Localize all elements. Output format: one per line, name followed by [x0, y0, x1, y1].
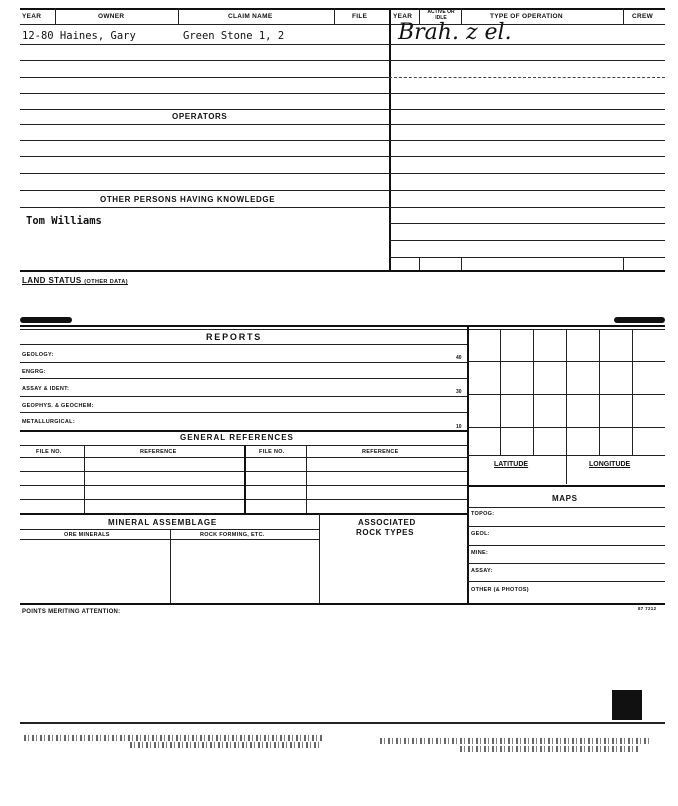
grid-line: [533, 329, 534, 455]
row-line: [389, 207, 665, 208]
row-line: [20, 513, 467, 515]
year2-header: YEAR: [393, 13, 413, 20]
cell-divider: [306, 445, 307, 513]
section-line: [20, 329, 665, 330]
row-line: [20, 60, 389, 61]
grid-line: [467, 485, 665, 487]
scan-noise: [130, 742, 320, 748]
other-persons-title: OTHER PERSONS HAVING KNOWLEDGE: [100, 195, 276, 204]
row-line: [467, 526, 665, 527]
grid-line: [467, 427, 665, 428]
cell-divider: [84, 445, 85, 513]
row-line: [389, 93, 665, 94]
maps-topog: TOPOG:: [471, 511, 495, 517]
operation-type-header: TYPE OF OPERATION: [490, 13, 563, 20]
row-line: [20, 190, 389, 191]
maps-title: MAPS: [552, 494, 578, 503]
ore-minerals-col: ORE MINERALS: [64, 532, 110, 538]
scan-noise: [460, 746, 640, 752]
row-line: [389, 190, 665, 191]
row-line: [389, 124, 665, 125]
form-code: 87 7212: [638, 606, 657, 611]
row-line: [389, 44, 665, 45]
mineral-assemblage-title: MINERAL ASSEMBLAGE: [108, 518, 218, 527]
report-assay: ASSAY & IDENT:: [22, 386, 70, 392]
associated-label: ASSOCIATED: [358, 518, 416, 527]
row-line: [20, 430, 467, 432]
grid-line: [467, 455, 665, 456]
rock-forming-col: ROCK FORMING, ETC.: [200, 532, 265, 538]
row-line: [20, 344, 467, 345]
row-line: [20, 156, 389, 157]
cell-divider: [170, 529, 171, 603]
row-line: [20, 44, 389, 45]
year-header: YEAR: [22, 13, 42, 20]
row-line: [389, 60, 665, 61]
row-line: [20, 173, 389, 174]
maps-mine: MINE:: [471, 550, 489, 556]
row-line: [389, 109, 665, 110]
grid-line: [467, 394, 665, 395]
owner-header: OWNER: [98, 13, 125, 20]
rock-types-label: ROCK TYPES: [356, 528, 415, 537]
grid-line: [500, 329, 501, 455]
bottom-border: [20, 722, 665, 724]
crew-header: CREW: [632, 13, 654, 20]
header-divider: [178, 8, 179, 24]
section-line: [20, 270, 665, 272]
cell-divider: [419, 257, 420, 270]
cell-divider: [244, 445, 246, 513]
section-divider: [467, 327, 469, 603]
scan-noise: [380, 738, 650, 744]
grid-line: [599, 329, 600, 455]
row-line: [467, 563, 665, 564]
header-divider: [55, 8, 56, 24]
report-number: 30: [456, 389, 462, 395]
owner-entry: 12-80 Haines, Gary: [22, 30, 136, 42]
scan-mark: [612, 690, 642, 720]
maps-assay: ASSAY:: [471, 568, 493, 574]
grid-line: [632, 329, 633, 455]
operators-title: OPERATORS: [172, 112, 228, 121]
row-line: [20, 207, 389, 208]
report-metallurgical: METALLURGICAL:: [22, 419, 75, 425]
general-references-title: GENERAL REFERENCES: [180, 433, 294, 442]
row-line: [20, 396, 467, 397]
report-geophys: GEOPHYS. & GEOCHEM:: [22, 403, 94, 409]
reference-col: REFERENCE: [140, 449, 177, 455]
header-divider: [623, 8, 624, 24]
row-line: [20, 93, 389, 94]
claim-name-header: CLAIM NAME: [228, 13, 273, 20]
section-line: [20, 603, 665, 605]
latitude-label: LATITUDE: [494, 461, 529, 468]
cell-divider: [623, 257, 624, 270]
file-header: FILE: [352, 13, 368, 20]
reports-title: REPORTS: [206, 332, 263, 342]
reference-col: REFERENCE: [362, 449, 399, 455]
file-no-col: FILE NO.: [259, 449, 285, 455]
grid-line: [566, 329, 567, 484]
scan-mark: [614, 317, 665, 323]
row-line: [20, 362, 467, 363]
row-line: [389, 240, 665, 241]
handwritten-operation: Brah. z el.: [398, 20, 512, 45]
claim-name-entry: Green Stone 1, 2: [183, 30, 285, 42]
header-bottom-line: [20, 24, 665, 25]
row-line: [389, 223, 665, 224]
grid-line: [467, 361, 665, 362]
report-geology: GEOLOGY:: [22, 352, 54, 358]
section-line: [20, 325, 665, 327]
points-meriting-attention: POINTS MERITING ATTENTION:: [22, 609, 121, 615]
report-engrg: ENGRG:: [22, 369, 46, 375]
scan-noise: [24, 735, 324, 741]
cell-divider: [461, 257, 462, 270]
land-status-label: LAND STATUS (OTHER DATA): [22, 276, 128, 285]
report-number: 40: [456, 355, 462, 361]
maps-geol: GEOL:: [471, 531, 490, 537]
row-line: [20, 124, 389, 125]
section-divider: [389, 8, 391, 270]
header-divider: [334, 8, 335, 24]
row-line: [389, 140, 665, 141]
row-line: [389, 156, 665, 157]
row-line: [20, 77, 389, 78]
active-idle-header: ACTIVE OR IDLE: [427, 9, 455, 21]
row-line: [467, 581, 665, 582]
row-line: [467, 545, 665, 546]
file-no-col: FILE NO.: [36, 449, 62, 455]
cell-divider: [319, 513, 320, 603]
row-line: [389, 77, 665, 78]
report-number: 10: [456, 424, 462, 430]
row-line: [20, 412, 467, 413]
row-line: [20, 140, 389, 141]
longitude-label: LONGITUDE: [589, 461, 631, 468]
top-border: [20, 8, 665, 10]
maps-other: OTHER (& PHOTOS): [471, 587, 529, 593]
row-line: [467, 507, 665, 508]
row-line: [389, 173, 665, 174]
scan-mark: [20, 317, 72, 323]
other-person-name: Tom Williams: [26, 215, 102, 227]
row-line: [20, 378, 467, 379]
row-line: [20, 109, 389, 110]
